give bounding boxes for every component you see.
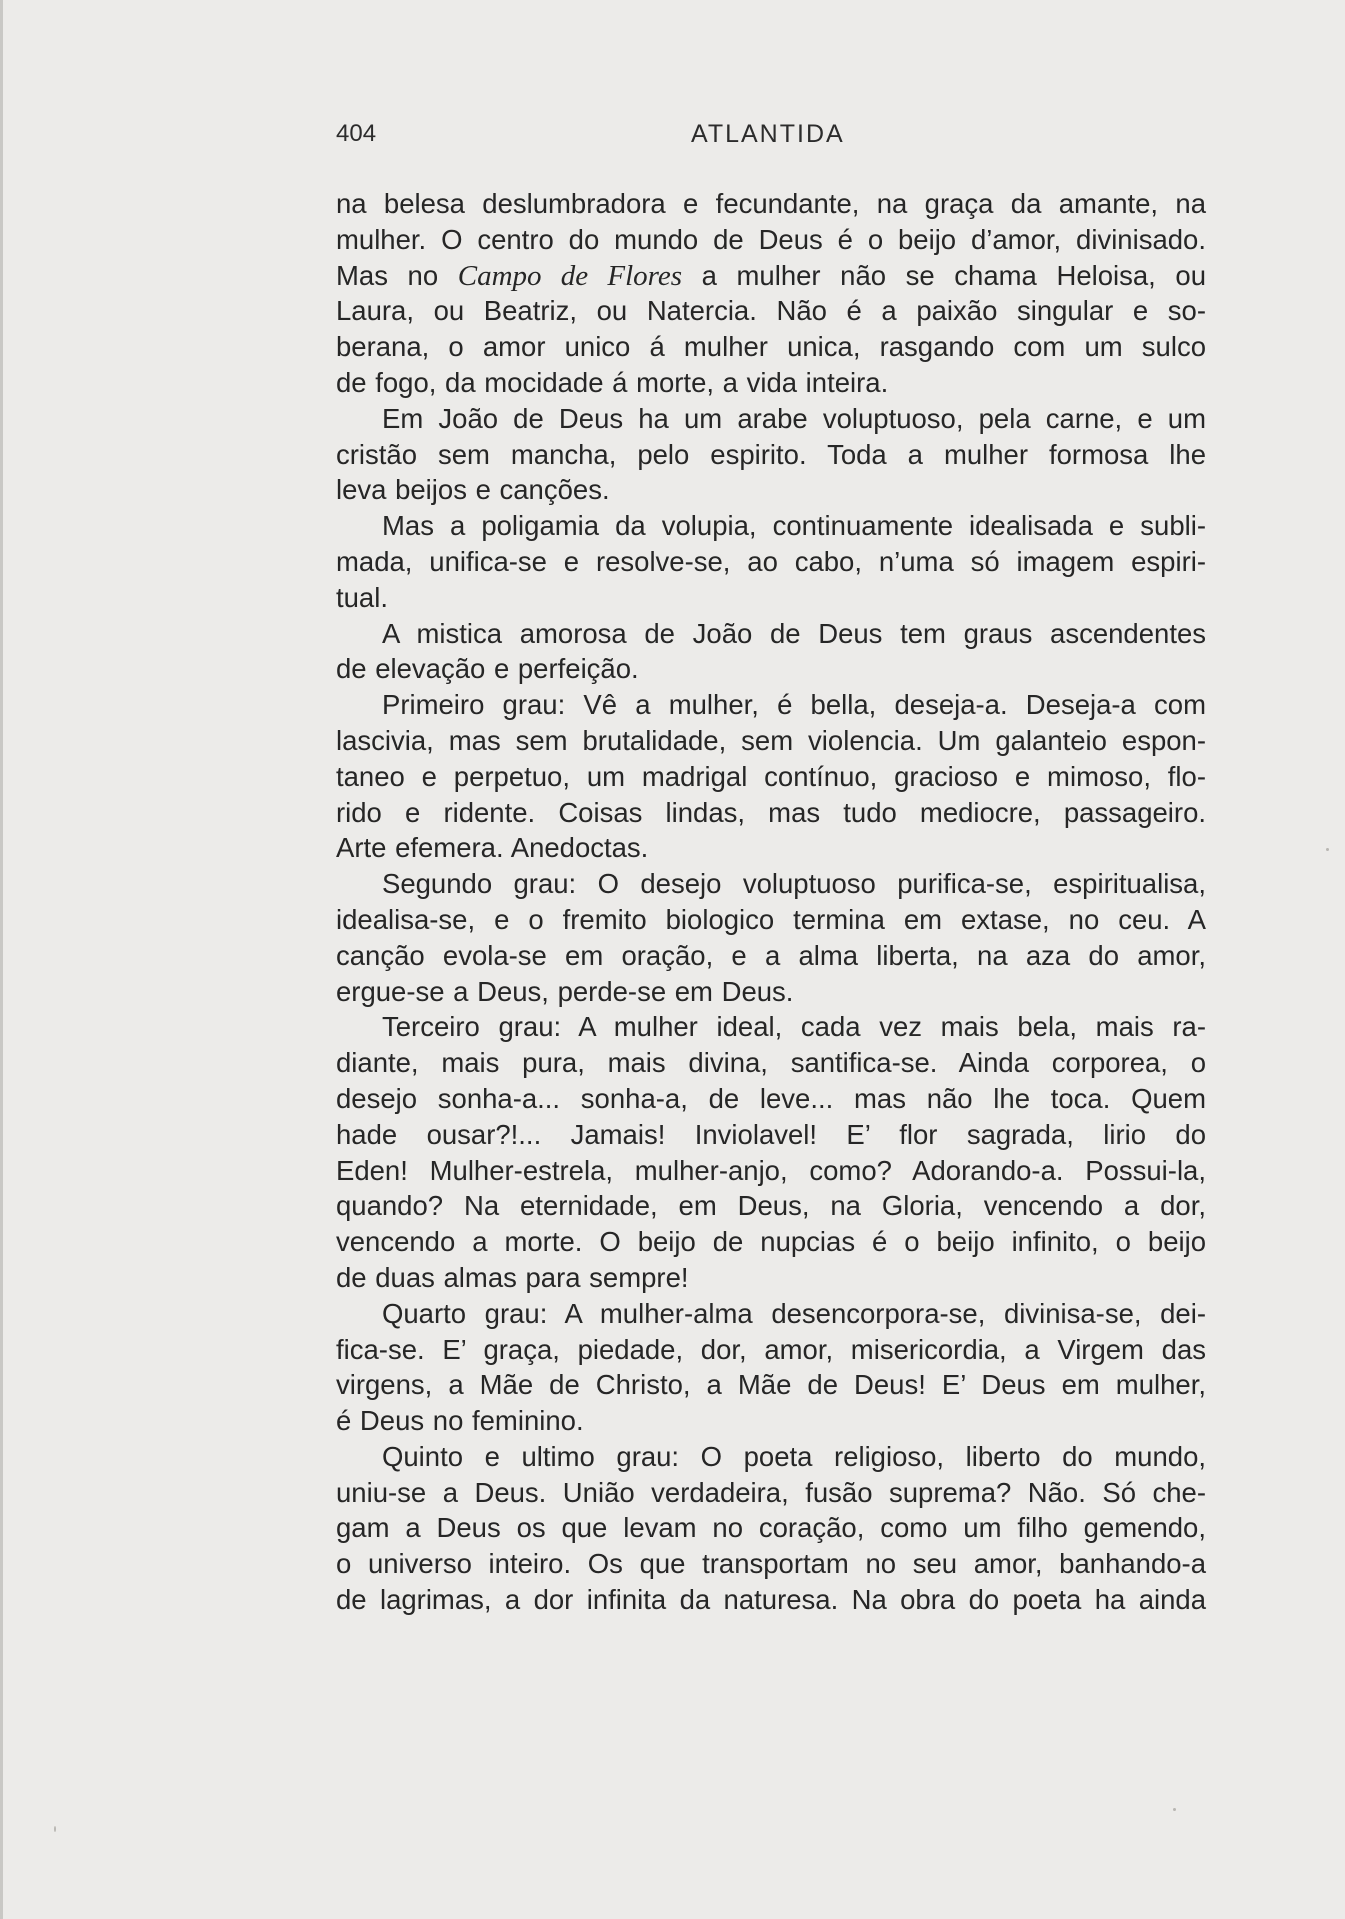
paper-speck	[54, 1826, 56, 1832]
text-line	[336, 902, 1206, 938]
text-line	[336, 938, 1206, 974]
text-line	[336, 1582, 1206, 1618]
text-line	[336, 1403, 1206, 1439]
text-line-segment: Eden! Mulher-estrela, mulher-anjo, como? Adorando-a. Possui-la,	[336, 1154, 1206, 1186]
text-line-segment: de fogo, da mocidade á morte, a vida inteira.	[336, 366, 889, 398]
text-line	[336, 508, 1206, 544]
text-line-segment: Laura, ou Beatriz, ou Natercia. Não é a paixão singular e so-	[336, 295, 1206, 327]
text-line	[336, 186, 1206, 222]
text-line-segment: canção evola-se em oração, e a alma liberta, na aza do amor,	[336, 939, 1206, 971]
text-line	[336, 866, 1206, 902]
text-line	[336, 437, 1206, 473]
text-line-segment: idealisa-se, e o fremito biologico termina em extase, no ceu. A	[336, 903, 1206, 935]
text-line-segment: rido e ridente. Coisas lindas, mas tudo mediocre, passageiro.	[336, 796, 1206, 828]
text-line-segment: Quinto e ultimo grau: O poeta religioso, liberto do mundo,	[382, 1440, 1206, 1472]
text-line-segment: de lagrimas, a dor infinita da naturesa. Na obra do poeta ha ainda	[336, 1584, 1206, 1616]
text-line	[336, 1296, 1206, 1332]
text-line	[336, 1510, 1206, 1546]
text-line	[336, 1224, 1206, 1260]
text-line	[336, 830, 1206, 866]
text-line	[336, 544, 1206, 580]
text-line	[336, 1367, 1206, 1403]
text-line-segment: mada, unifica-se e resolve-se, ao cabo, n’uma só imagem espiri-	[336, 545, 1206, 577]
text-line	[336, 222, 1206, 258]
text-line	[336, 1188, 1206, 1224]
text-line	[336, 974, 1206, 1010]
text-line-segment: leva beijos e canções.	[336, 474, 610, 506]
text-line-segment: Segundo grau: O desejo voluptuoso purifica-se, espiritualisa,	[382, 868, 1206, 900]
text-line-segment: quando? Na eternidade, em Deus, na Gloria, vencendo a dor,	[336, 1190, 1206, 1222]
running-header	[336, 120, 1206, 160]
text-line-segment: Arte efemera. Anedoctas.	[336, 832, 649, 864]
text-line	[336, 1260, 1206, 1296]
text-line-segment: desejo sonha-a... sonha-a, de leve... mas não lhe toca. Quem	[336, 1082, 1206, 1114]
text-line	[336, 1045, 1206, 1081]
text-line-segment: cristão sem mancha, pelo espirito. Toda a mulher formosa lhe	[336, 438, 1206, 470]
text-line	[336, 1153, 1206, 1189]
text-line-segment: uniu-se a Deus. União verdadeira, fusão suprema? Não. Só che-	[336, 1476, 1206, 1508]
text-line-segment: a mulher não se chama Heloisa, ou	[682, 259, 1207, 291]
page-left-edge	[0, 0, 3, 1919]
text-line	[336, 759, 1206, 795]
text-line	[336, 1546, 1206, 1582]
text-line	[336, 795, 1206, 831]
text-line-segment: Mas no	[336, 259, 458, 291]
text-line-segment: Mas a poligamia da volupia, continuamente idealisada e subli-	[382, 510, 1206, 542]
text-line	[336, 1081, 1206, 1117]
text-line-segment: de duas almas para sempre!	[336, 1261, 689, 1293]
text-line	[336, 293, 1206, 329]
italic-title: Campo de Flores	[457, 259, 682, 292]
text-line-segment: é Deus no feminino.	[336, 1405, 584, 1437]
paper-speck	[1326, 848, 1329, 851]
text-line	[336, 472, 1206, 508]
text-line-segment: de elevação e perfeição.	[336, 653, 639, 685]
text-line	[336, 329, 1206, 365]
text-line-segment: na belesa deslumbradora e fecundante, na graça da amante, na	[336, 188, 1206, 219]
page-number: 404	[336, 120, 377, 147]
text-line-segment: vencendo a morte. O beijo de nupcias é o beijo infinito, o beijo	[336, 1226, 1206, 1258]
text-line	[336, 616, 1206, 652]
paper-speck	[1173, 1808, 1176, 1811]
text-line	[336, 401, 1206, 437]
text-line	[336, 687, 1206, 723]
text-line-segment: Primeiro grau: Vê a mulher, é bella, deseja-a. Deseja-a com	[382, 689, 1206, 721]
text-line	[336, 1009, 1206, 1045]
text-line-segment: tual.	[336, 581, 388, 613]
text-line-segment: diante, mais pura, mais divina, santifica-se. Ainda corporea, o	[336, 1047, 1206, 1079]
text-line-segment: lascivia, mas sem brutalidade, sem violencia. Um galanteio espon-	[336, 724, 1206, 756]
text-line	[336, 651, 1206, 687]
text-line-segment: taneo e perpetuo, um madrigal contínuo, gracioso e mimoso, flo-	[336, 760, 1206, 792]
text-line	[336, 1439, 1206, 1475]
text-line-segment: berana, o amor unico á mulher unica, rasgando com um sulco	[336, 331, 1206, 363]
running-title: ATLANTIDA	[691, 120, 845, 148]
text-line-segment: gam a Deus os que levam no coração, como um filho gemendo,	[336, 1512, 1206, 1544]
text-line	[336, 580, 1206, 616]
text-line-segment: mulher. O centro do mundo de Deus é o beijo d’amor, divinisado.	[336, 223, 1206, 255]
text-line-segment: A mistica amorosa de João de Deus tem graus ascendentes	[382, 617, 1206, 649]
text-line-segment: hade ousar?!... Jamais! Inviolavel! E’ flor sagrada, lirio do	[336, 1118, 1206, 1150]
text-line-segment: Quarto grau: A mulher-alma desencorpora-se, divinisa-se, dei-	[382, 1297, 1206, 1329]
text-line-segment: virgens, a Mãe de Christo, a Mãe de Deus! E’ Deus em mulher,	[336, 1369, 1206, 1401]
text-line-segment: ergue-se a Deus, perde-se em Deus.	[336, 975, 794, 1007]
text-line	[336, 1475, 1206, 1511]
text-line-segment: fica-se. E’ graça, piedade, dor, amor, misericordia, a Virgem das	[336, 1333, 1206, 1365]
text-line-segment: Terceiro grau: A mulher ideal, cada vez mais bela, mais ra-	[382, 1011, 1206, 1043]
text-line-segment: Em João de Deus ha um arabe voluptuoso, pela carne, e um	[382, 402, 1206, 434]
text-line-segment: o universo inteiro. Os que transportam no seu amor, banhando-a	[336, 1548, 1206, 1580]
text-line	[336, 1117, 1206, 1153]
body-text	[336, 186, 1206, 1618]
text-line	[336, 723, 1206, 759]
text-line	[336, 365, 1206, 401]
text-line	[336, 258, 1206, 294]
text-line	[336, 1332, 1206, 1368]
